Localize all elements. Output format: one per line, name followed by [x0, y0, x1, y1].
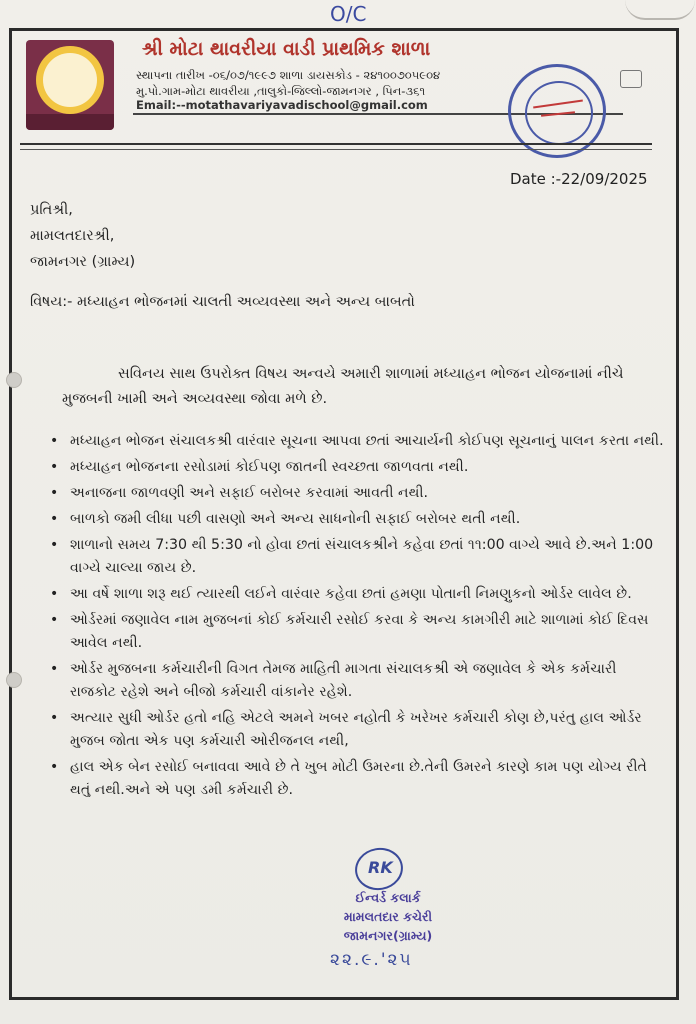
list-item: • હાલ એક બેન રસોઈ બનાવવા આવે છે તે ખુબ મોટી ઉમરના છે.તેની ઉમરને કારણે કામ પણ યોગ્ય રીતે થતું નથી.અને એ પણ ડમી કર્મચારી છે.: [46, 756, 664, 802]
bullet-icon: •: [50, 537, 59, 553]
school-name-heading: શ્રી મોટા થાવરીયા વાડી પ્રાથમિક શાળા: [142, 38, 431, 60]
top-handwritten-mark: O/C: [330, 2, 367, 26]
letter-date: Date :-22/09/2025: [510, 170, 648, 188]
receipt-stamp-line1: ઈન્વર્ડ કલાર્ક: [355, 890, 421, 905]
list-item: • આ વર્ષે શાળા શરૂ થઈ ત્યારથી લઈને વારંવાર કહેવા છતાં હમણા પોતાની નિમણુકનો ઓર્ડર લાવેલ છે.: [46, 583, 664, 606]
address-line: મુ.પો.ગામ-મોટા થાવરીયા ,તાલુકો-જિલ્લો-જામનગર , પિન-૩૬૧: [136, 84, 426, 98]
bullet-icon: •: [50, 459, 59, 475]
receipt-stamp-line2: મામલતદાર કચેરી: [343, 909, 433, 924]
bullet-icon: •: [50, 710, 59, 726]
list-item: • મધ્યાહન ભોજન સંચાલકશ્રી વારંવાર સૂચના આપવા છતાં આચાર્યની કોઈપણ સૂચનાનું પાલન કરતા નથી.: [46, 430, 664, 453]
established-line: સ્થાપના તારીખ -૦૬/૦૭/૧૯૯૭ શાળા ડાયસકોડ - ૨૪૧૦૦૭૦૫૯૦૪: [136, 68, 441, 82]
handwritten-received-date: ૨૨.૯.'૨૫: [330, 950, 413, 970]
bullet-icon: •: [50, 661, 59, 677]
bullet-icon: •: [50, 612, 59, 628]
receipt-stamp-line3: જામનગર(ગ્રામ્ય): [343, 928, 433, 943]
bullet-icon: •: [50, 759, 59, 775]
list-item: • શાળાનો સમય 7:30 થી 5:30 નો હોવા છતાં સંચાલકશ્રીને કહેવા છતાં ૧૧:00 વાગ્યે આવે છે.અને 1:00 વાગ્યે ચાલ્યા જાય છે.: [46, 534, 664, 580]
letter-subject: વિષય:- મધ્યાહન ભોજનમાં ચાલતી અવ્યવસ્થા અને અન્ય બાબતો: [30, 294, 415, 310]
pin-icon: [620, 70, 642, 88]
intro-paragraph: સવિનય સાથ ઉપરોક્ત વિષય અન્વયે અમારી શાળામાં મધ્યાહન ભોજન યોજનામાં નીચે મુજબની ખામી અને અવ્યવસ્થા જોવા મળે છે.: [62, 366, 624, 407]
bullet-icon: •: [50, 586, 59, 602]
school-logo-icon: [26, 40, 114, 130]
addressee-salutation: પ્રતિશ્રી,: [30, 202, 73, 218]
addressee-place: જામનગર (ગ્રામ્ય): [30, 254, 136, 270]
letterhead-rule-thin: [20, 149, 652, 150]
list-item: • ઓર્ડર મુજબના કર્મચારીની વિગત તેમજ માહિતી માગતા સંચાલકશ્રી એ જણાવેલ કે એક કર્મચારી રાજકોટ રહેશે અને બીજો કર્મચારી વાંકાનેર રહેશે.: [46, 658, 664, 704]
bullet-icon: •: [50, 485, 59, 501]
bullet-icon: •: [50, 511, 59, 527]
addressee-office: મામલતદારશ્રી,: [30, 228, 115, 244]
list-item: • અત્યાર સુધી ઓર્ડર હતો નહિ એટલે અમને ખબર નહોતી કે ખરેખર કર્મચારી કોણ છે,પરંતુ હાલ ઓર્ડર મુજબ જોતા એક પણ કર્મચારી ઓરીજનલ નથી,: [46, 707, 664, 753]
list-item: • ઓર્ડરમાં જણાવેલ નામ મુજબનાં કોઈ કર્મચારી રસોઈ કરવા કે અન્ય કામગીરી માટે શાળામાં કોઈ દિવસ આવેલ નથી.: [46, 609, 664, 655]
bullet-icon: •: [50, 433, 59, 449]
list-item: • બાળકો જમી લીધા પછી વાસણો અને અન્ય સાધનોની સફાઈ બરોબર થતી નથી.: [46, 508, 664, 531]
paper-clip: [625, 0, 695, 20]
letterhead-rule: [20, 143, 652, 145]
punch-hole: [6, 372, 22, 388]
signature-initials: RK: [368, 858, 393, 877]
email-line: Email:--motathavariyavadischool@gmail.com: [136, 98, 428, 112]
receipt-stamp: [318, 888, 458, 945]
list-item: • મધ્યાહન ભોજનના રસોડામાં કોઈપણ જાતની સ્વચ્છતા જાળવતા નથી.: [46, 456, 664, 479]
complaint-list: [46, 430, 664, 805]
list-item: • અનાજના જાળવણી અને સફાઈ બરોબર કરવામાં આવતી નથી.: [46, 482, 664, 505]
punch-hole: [6, 672, 22, 688]
